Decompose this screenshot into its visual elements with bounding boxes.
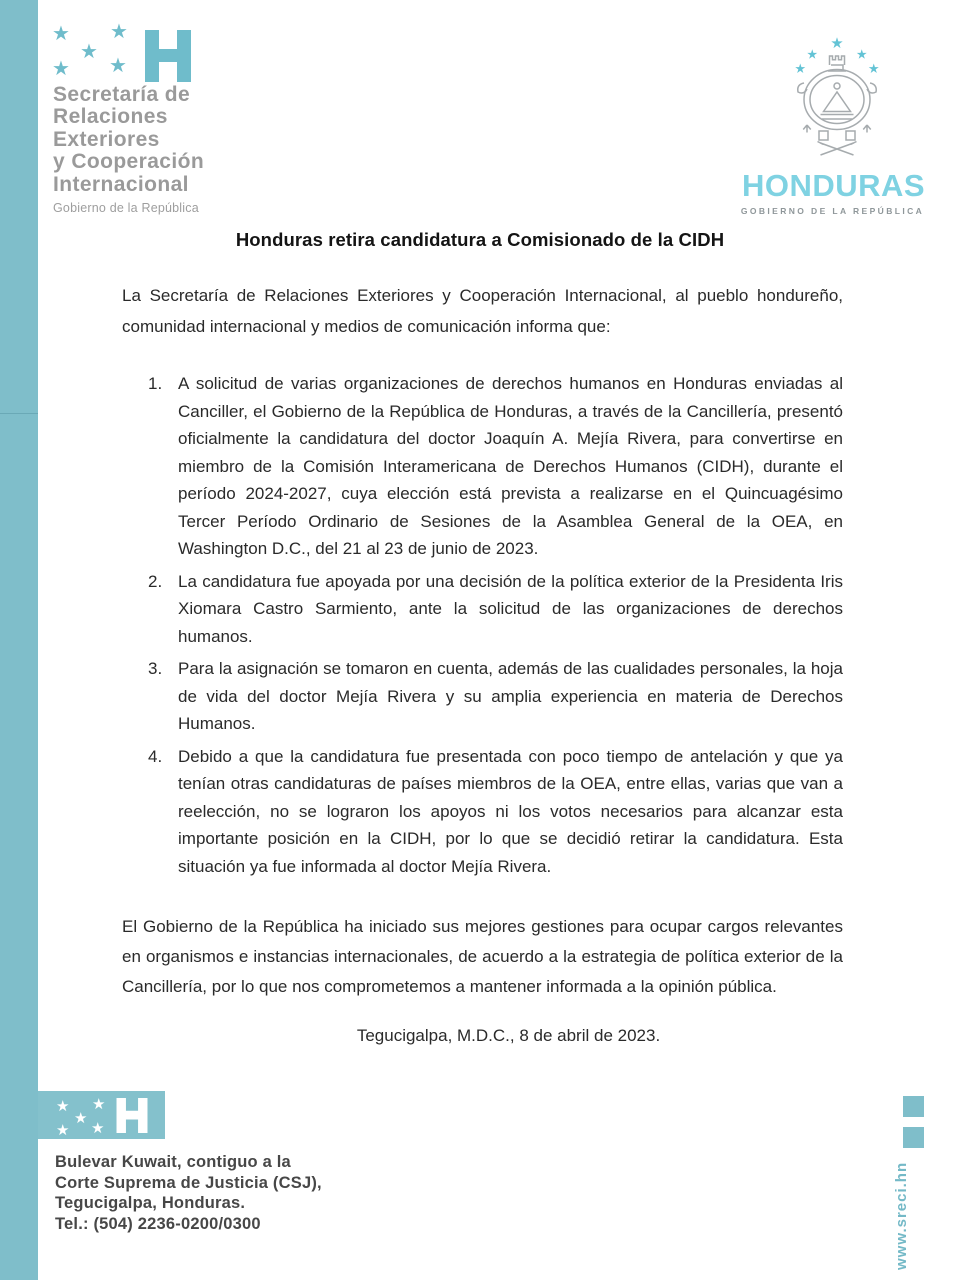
stripe-seam-divider (0, 413, 38, 414)
list-item (148, 655, 843, 738)
star-icon: ★ (52, 23, 70, 45)
address-line: Tegucigalpa, Honduras. (55, 1194, 246, 1212)
closing-paragraph: El Gobierno de la República ha iniciado sus mejores gestiones para ocupar cargos relevantes en organismos e instancias internacionales, de acuerdo a la estrategia de política exterior de la Cancillería, por lo que nos comprometemos a mantener informada a la opinión pública. (122, 917, 843, 996)
list-item-number: 3. (148, 659, 163, 678)
list-item-text: A solicitud de varias organizaciones de derechos humanos en Honduras enviadas al Canciller, el Gobierno de la República de Honduras, a través de la Cancillería, presentó oficialmente la candidatura del doctor Joaquín A. Mejía Rivera, para convertirse en miembro de la Comisión Interamericana de Derechos Humanos (CIDH), durante el período 2024-2027, cuya elección está prevista a realizarse en el Quincuagésimo Tercer Período Ordinario de Sesiones de la Asamblea General de la OEA, en Washington D.C., del 21 al 23 de junio de 2023. (178, 374, 843, 558)
star-icon: ★ (109, 55, 127, 77)
numbered-list (122, 370, 843, 880)
address-line: Corte Suprema de Justicia (CSJ), (55, 1173, 322, 1192)
list-item-text: Para la asignación se tomaron en cuenta, además de las cualidades personales, la hoja de vida del doctor Mejía Rivera y su amplia experiencia en materia de Derechos Humanos. (178, 659, 843, 733)
star-icon: ★ (110, 21, 128, 43)
star-icon: ★ (56, 1098, 70, 1115)
org-name-line: Secretaría de (53, 83, 191, 106)
list-item (148, 370, 843, 563)
h-monogram-icon (116, 1098, 148, 1138)
address-line: Tel.: (504) 2236-0200/0300 (55, 1214, 261, 1233)
list-item-number: 1. (148, 374, 163, 393)
list-item (148, 568, 843, 651)
star-icon: ★ (91, 1120, 105, 1137)
document-title: Honduras retira candidatura a Comisionado de la CIDH (235, 229, 725, 250)
website-vertical-text: www.sreci.hn (893, 1161, 910, 1270)
h-monogram-icon (145, 30, 191, 87)
honduras-wordmark: HONDURAS (741, 168, 926, 203)
org-name-line: Relaciones (53, 105, 168, 129)
org-tagline: Gobierno de la República (53, 201, 199, 216)
star-icon: ★ (74, 1110, 88, 1127)
star-icon: ★ (80, 41, 98, 63)
sreci-logo (48, 22, 218, 84)
star-icon: ★ (56, 1122, 70, 1139)
decorative-square (903, 1096, 924, 1117)
org-name-line: y Cooperación (53, 150, 205, 174)
footer-logo-block (38, 1091, 165, 1139)
org-name-line: Exteriores (53, 127, 160, 151)
star-icon: ★ (92, 1096, 106, 1113)
list-item-number: 4. (148, 746, 163, 766)
intro-paragraph: La Secretaría de Relaciones Exteriores y Cooperación Internacional, al pueblo hondureño, comunidad internacional y medios de comunicación informa que: (122, 286, 843, 336)
decorative-square (903, 1127, 924, 1148)
footer-address (55, 1152, 322, 1234)
address-line: Bulevar Kuwait, contiguo a la (55, 1153, 291, 1171)
star-icon: ★ (52, 58, 70, 80)
list-item-number: 2. (148, 571, 163, 591)
coat-of-arms-icon (777, 24, 897, 174)
honduras-brand (725, 24, 940, 224)
gobierno-caption: GOBIERNO DE LA REPÚBLICA (740, 206, 925, 216)
dateline: Tegucigalpa, M.D.C., 8 de abril de 2023. (356, 1026, 661, 1045)
org-name-block (53, 84, 204, 215)
document-body (122, 281, 843, 1046)
list-item (148, 743, 843, 881)
list-item-text: La candidatura fue apoyada por una decisión de la política exterior de la Presidenta Iris Xiomara Castro Sarmiento, ante la solicitud de las organizaciones de derechos humanos. (178, 571, 843, 646)
list-item-text: Debido a que la candidatura fue presentada con poco tiempo de antelación y que ya tenían otras candidaturas de países miembros de la OEA, entre ellas, varias que van a reelección, no se lograron los apoyos ni los votos necesarios para alcanzar esta importante posición en la CIDH, por lo que se decidió retirar la candidatura. Esta situación ya fue informada al doctor Mejía Rivera. (178, 746, 843, 876)
left-accent-stripe (0, 0, 38, 1280)
org-name-line: Internacional (53, 172, 189, 196)
